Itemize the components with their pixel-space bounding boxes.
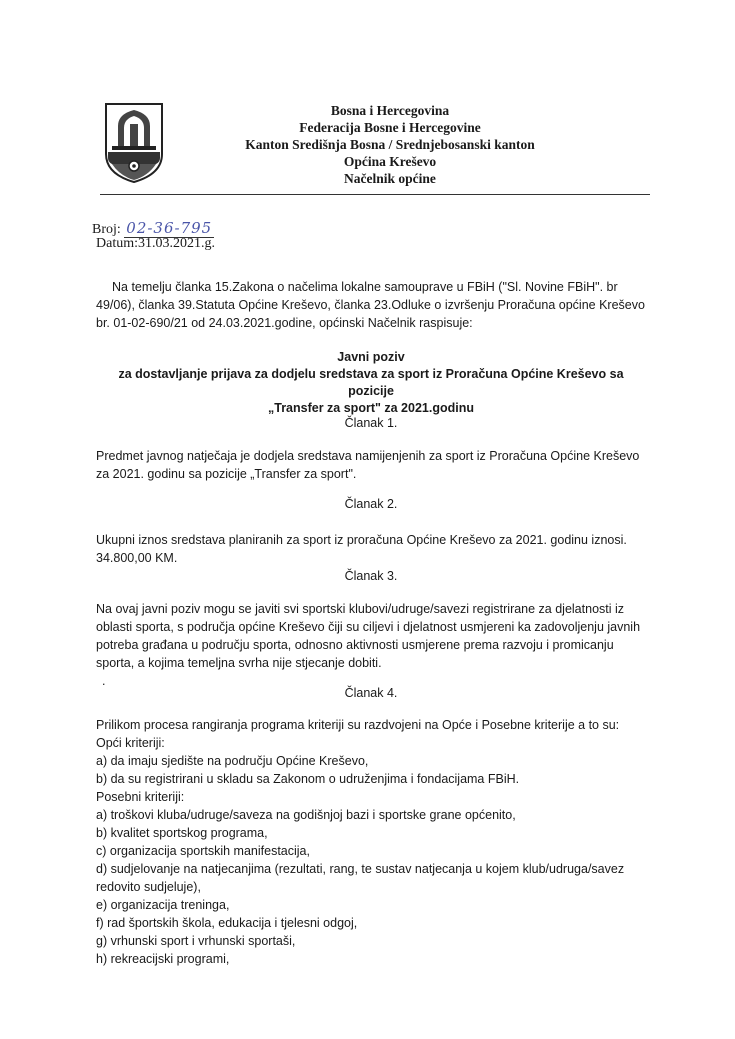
header-divider (100, 194, 650, 195)
general-criteria-label: Opći kriteriji: (96, 736, 165, 750)
special-criteria-label: Posebni kriteriji: (96, 790, 185, 804)
article-4-text: Prilikom procesa rangiranja programa kriteriji su razdvojeni na Opće i Posebne kriterije a to su: (96, 718, 620, 732)
document-date: Datum:31.03.2021.g. (96, 236, 215, 251)
list-item: h) rekreacijski programi, (96, 952, 230, 966)
list-item: c) organizacija sportskih manifestacija, (96, 844, 310, 858)
header-canton: Kanton Središnja Bosna / Srednjebosanski kanton (245, 137, 535, 152)
reference-number-label: Broj: (92, 222, 121, 237)
list-item: a) troškovi kluba/udruge/saveza na godišnjoj bazi i sportske grane općenito, (96, 808, 516, 822)
title-line-2: za dostavljanje prijava za dodjelu sredstava za sport iz Proračuna Općine Kreševo sa pozicije (118, 367, 624, 398)
list-item: d) sudjelovanje na natjecanjima (rezultati, rang, te sustav natjecanja u kojem klub/udruga/savez redovito sudjeluje), (96, 862, 625, 894)
list-item: a) da imaju sjedište na području Općine Kreševo, (96, 754, 369, 768)
intro-paragraph: Na temelju članka 15.Zakona o načelima lokalne samouprave u FBiH ("Sl. Novine FBiH". br 49/06), članka 39.Statuta Općine Kreševo, članka 23.Odluke o izvršenju Proračuna općine Kreševo br. 01-02-690/21 od 24.03.2021.godine, općinski Načelnik raspisuje: (96, 280, 645, 330)
article-1-heading: Članak 1. (344, 416, 398, 430)
title-line-1: Javni poziv (337, 350, 405, 364)
criteria-section (96, 716, 656, 968)
article-2-heading: Članak 2. (344, 497, 398, 511)
header-federation: Federacija Bosne i Hercegovine (299, 120, 481, 135)
header-office: Načelnik općine (344, 171, 436, 186)
article-1-text: Predmet javnog natječaja je dodjela sredstava namijenjenih za sport iz Proračuna Općine Kreševo za 2021. godinu sa pozicije „Transfer za sport". (96, 449, 640, 481)
list-item: g) vrhunski sport i vrhunski sportaši, (96, 934, 296, 948)
municipality-crest-icon (104, 102, 164, 184)
reference-number-handwritten: 02-36-795 (126, 219, 213, 237)
article-3-heading: Članak 3. (344, 569, 398, 583)
letterhead (170, 102, 610, 187)
list-item: b) kvalitet sportskog programa, (96, 826, 268, 840)
article-2-text: Ukupni iznos sredstava planiranih za sport iz proračuna Općine Kreševo za 2021. godinu iznosi. 34.800,00 KM. (96, 533, 627, 565)
header-country: Bosna i Hercegovina (330, 103, 450, 118)
list-item: e) organizacija treninga, (96, 898, 230, 912)
title-line-3: „Transfer za sport" za 2021.godinu (268, 401, 474, 415)
article-4-heading: Članak 4. (344, 686, 398, 700)
list-item: f) rad športskih škola, edukacija i tjelesni odgoj, (96, 916, 358, 930)
article-3-text: Na ovaj javni poziv mogu se javiti svi sportski klubovi/udruge/savezi registrirane za djelatnosti iz oblasti sporta, s područja općine Kreševo čiji su ciljevi i djelatnost usmjereni ka zadovoljenju javnih potreba građana u području sporta, odnosno aktivnosti usmjerene prema razvoju i promicanju sporta, a kojima temeljna svrha nije stjecanje dobiti. (96, 602, 641, 670)
header-municipality: Općina Kreševo (343, 154, 437, 169)
document-title (96, 349, 646, 417)
stray-mark: . (102, 674, 106, 688)
list-item: b) da su registrirani u skladu sa Zakonom o udruženjima i fondacijama FBiH. (96, 772, 520, 786)
